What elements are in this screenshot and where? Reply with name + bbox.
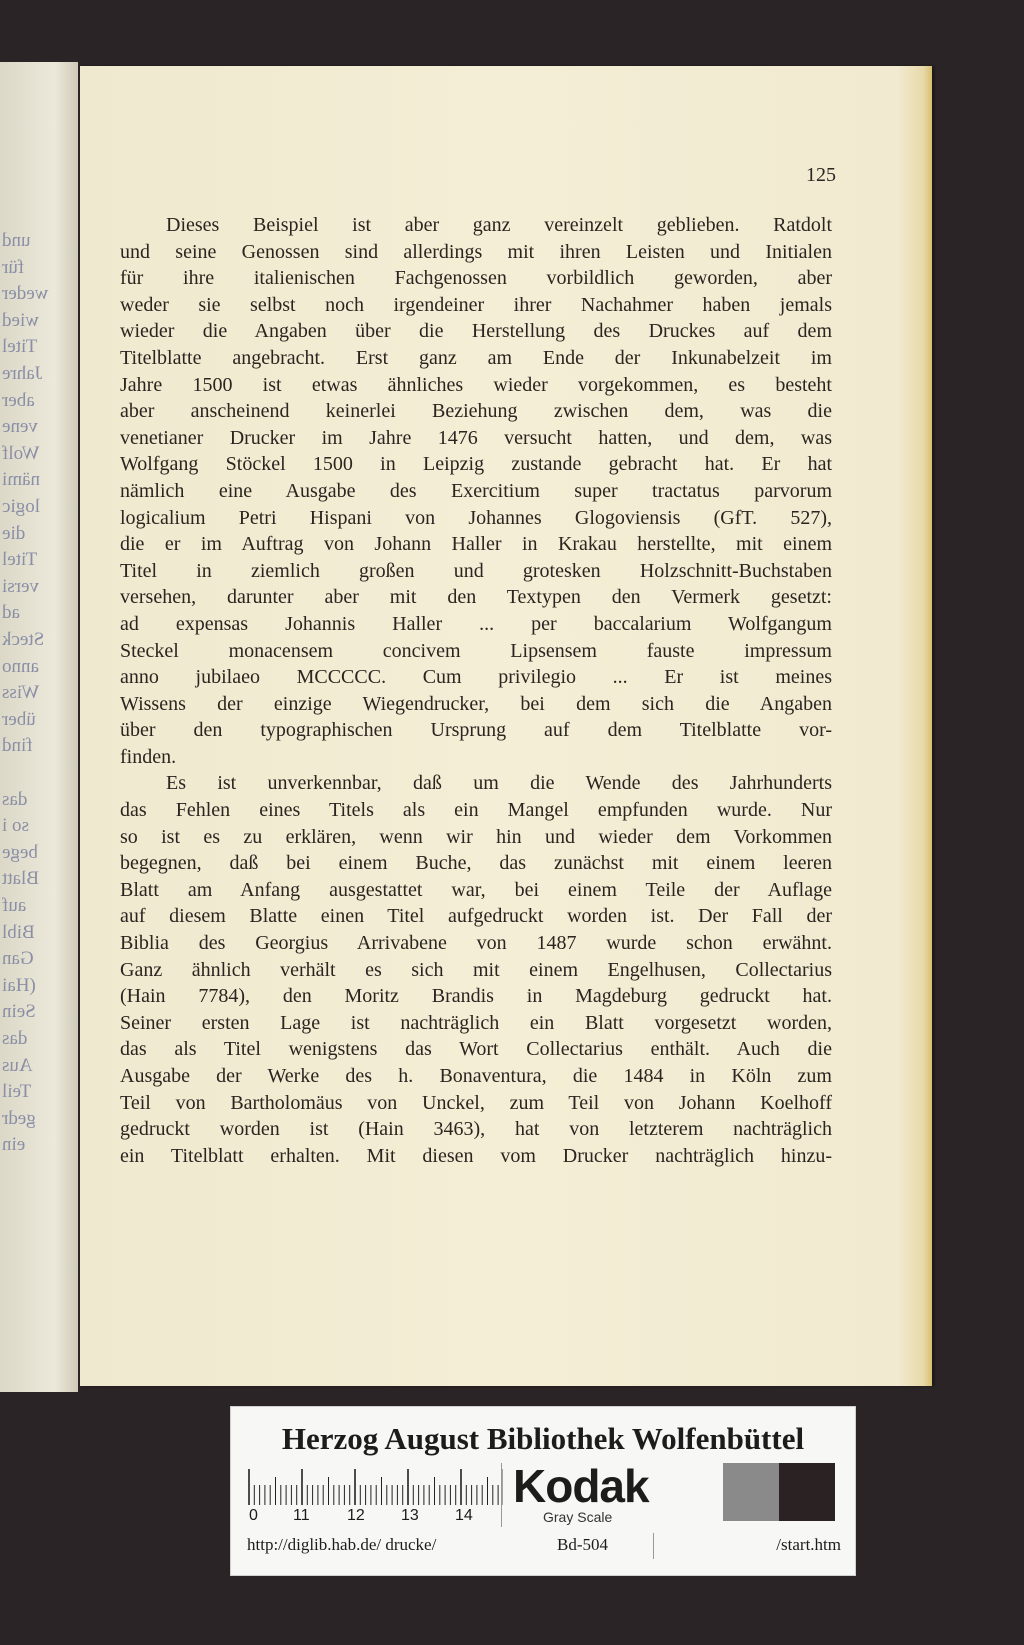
facing-page-fragment: Sein [2,1001,36,1023]
text-line: ad expensas Johannis Haller ... per baccalarium Wolfgangum [120,612,832,635]
gray-scale-label: Gray Scale [543,1509,613,1525]
library-color-card [230,1406,856,1576]
card-divider-small [653,1533,654,1559]
text-line: Steckel monacensem concivem Lipsensem fauste impressum [120,639,832,662]
text-line: auf diesem Blatte einen Titel aufgedruckt worden ist. Der Fall der [120,905,832,928]
facing-page-fragment: die [2,522,26,544]
page-number: 125 [806,164,836,186]
text-line: wieder die Angaben über die Herstellung des Druckes auf dem [120,320,832,343]
text-line: die er im Auftrag von Johann Haller in Krakau herstellte, mit einem [120,533,832,556]
text-line: versehen, darunter aber mit den Textypen den Vermerk gesetzt: [120,586,832,609]
facing-page-fragment: nämi [2,469,40,491]
text-line: Wolfgang Stöckel 1500 in Leipzig zustande gebracht hat. Er hat [120,453,832,476]
text-line: anno jubilaeo MCCCCC. Cum privilegio ... Er ist meines [120,666,832,689]
text-line: das als Titel wenigstens das Wort Collectarius enthält. Auch die [120,1038,832,1061]
text-line: Blatt am Anfang ausgestattet war, bei einem Teile der Auflage [120,878,832,901]
facing-page-fragment: vene [2,416,38,438]
facing-page-fragment: Titel [2,336,38,358]
ruler-label: 0 [249,1507,258,1524]
facing-page-fragment: Blatt [2,868,39,890]
card-divider [501,1463,502,1527]
text-line: Ausgabe der Werke des h. Bonaventura, die 1484 in Köln zum [120,1065,832,1087]
ruler-scale [247,1465,503,1507]
facing-page-fragment: aber [2,389,35,411]
text-line: logicalium Petri Hispani von Johannes Glogoviensis (GfT. 527), [120,506,832,529]
facing-page-fragment: versi [2,575,39,597]
text-line: (Hain 7784), den Moritz Brandis in Magdeburg gedruckt hat. [120,985,832,1008]
facing-page-fragment: für [2,256,25,278]
text-line: ein Titelblatt erhalten. Mit diesen vom Drucker nachträglich hinzu- [120,1144,832,1167]
text-line: für ihre italienischen Fachgenossen vorbildlich geworden, aber [120,267,832,290]
text-line: Titelblatte angebracht. Erst ganz am Ende der Inkunabelzeit im [120,346,832,369]
facing-page-fragment: wied [2,309,39,331]
text-line: weder sie selbst noch irgendeiner ihrer Nachahmer haben jemals [120,293,832,316]
facing-page-fragment: über [2,708,36,730]
book-page [80,66,932,1386]
text-line: Teil von Bartholomäus von Unckel, zum Teil von Johann Koelhoff [120,1091,832,1114]
library-name: Herzog August Bibliothek Wolfenbüttel [281,1421,805,1456]
start-url: /start.htm [776,1535,841,1554]
facing-page-fragment: so i [2,815,29,837]
text-line: Titel in ziemlich großen und grotesken Holzschnitt-Buchstaben [120,559,832,582]
text-line: Ganz ähnlich verhält es sich mit einem Engelhusen, Collectarius [120,958,832,981]
facing-page-fragment: Aus [2,1054,33,1076]
facing-page-fragment: das [2,1028,28,1049]
ruler-label: 13 [401,1507,419,1524]
facing-page-fragment: ad [2,602,20,624]
facing-page-edge [0,62,78,1392]
kodak-logo: Kodak [513,1460,649,1512]
facing-page-fragment: (Hai [2,974,36,996]
text-line: Biblia des Georgius Arrivabene von 1487 wurde schon erwähnt. [120,932,832,955]
facing-page-fragment: bege [2,841,38,863]
text-line: das Fehlen eines Titels als ein Mangel empfunden wurde. Nur [120,799,832,822]
source-url: http://diglib.hab.de/ drucke/ [247,1535,437,1554]
text-line: Jahre 1500 ist etwas ähnliches wieder vorgekommen, es besteht [120,373,832,396]
facing-page-fragment: logic [2,496,40,517]
facing-page-fragment: Teil [2,1081,32,1103]
facing-page-fragment: auf [2,895,27,916]
ruler-label: 14 [455,1507,473,1524]
facing-page-fragment: find [2,735,33,757]
shelfmark: Bd-504 [557,1535,608,1554]
text-line: und seine Genossen sind allerdings mit ihren Leisten und Initialen [120,240,832,263]
text-line: gedruckt worden ist (Hain 3463), hat von letzterem nachträglich [120,1118,832,1141]
ruler-label: 12 [347,1507,365,1524]
gray-swatch [723,1463,779,1521]
text-line: über den typographischen Ursprung auf dem Titelblatte vor- [120,719,832,742]
facing-page-fragment: Bibl [2,921,35,943]
text-line: venetianer Drucker im Jahre 1476 versucht hatten, und dem, was [120,426,832,449]
text-line: Seiner ersten Lage ist nachträglich ein Blatt vorgesetzt worden, [120,1011,832,1034]
facing-page-fragment: gedr [2,1107,36,1129]
facing-page-fragment: weder [2,283,49,305]
facing-page-fragment: anno [2,655,39,677]
body-text [120,212,832,1169]
facing-page-fragment: Titel [2,549,38,571]
text-line: aber anscheinend keinerlei Beziehung zwischen dem, was die [120,400,832,423]
facing-page-fragment: Wiss [2,682,40,704]
facing-page-fragment: das [2,788,28,810]
text-line: begegnen, daß bei einem Buche, das zunächst mit einem leeren [120,852,832,875]
text-line: finden. [120,745,177,768]
facing-page-fragment: Wolf [2,442,40,464]
text-line: Wissens der einzige Wiegendrucker, bei dem sich die Angaben [120,692,832,715]
facing-page-fragment: Gan [2,948,34,970]
text-line: so ist es zu erklären, wenn wir hin und wieder dem Vorkommen [120,825,832,848]
ruler-label: 11 [293,1507,310,1524]
facing-page-fragment: ein [2,1134,26,1156]
dark-swatch [779,1463,835,1521]
facing-page-fragment: Steck [2,629,45,650]
text-line: nämlich eine Ausgabe des Exercitium super tractatus parvorum [120,479,832,502]
facing-page-fragment: Jahre [2,363,43,384]
text-line: Dieses Beispiel ist aber ganz vereinzelt geblieben. Ratdolt [166,214,832,236]
facing-page-fragment: und [2,230,31,251]
ruler-labels [247,1507,507,1529]
text-line: Es ist unverkennbar, daß um die Wende des Jahrhunderts [166,772,832,795]
